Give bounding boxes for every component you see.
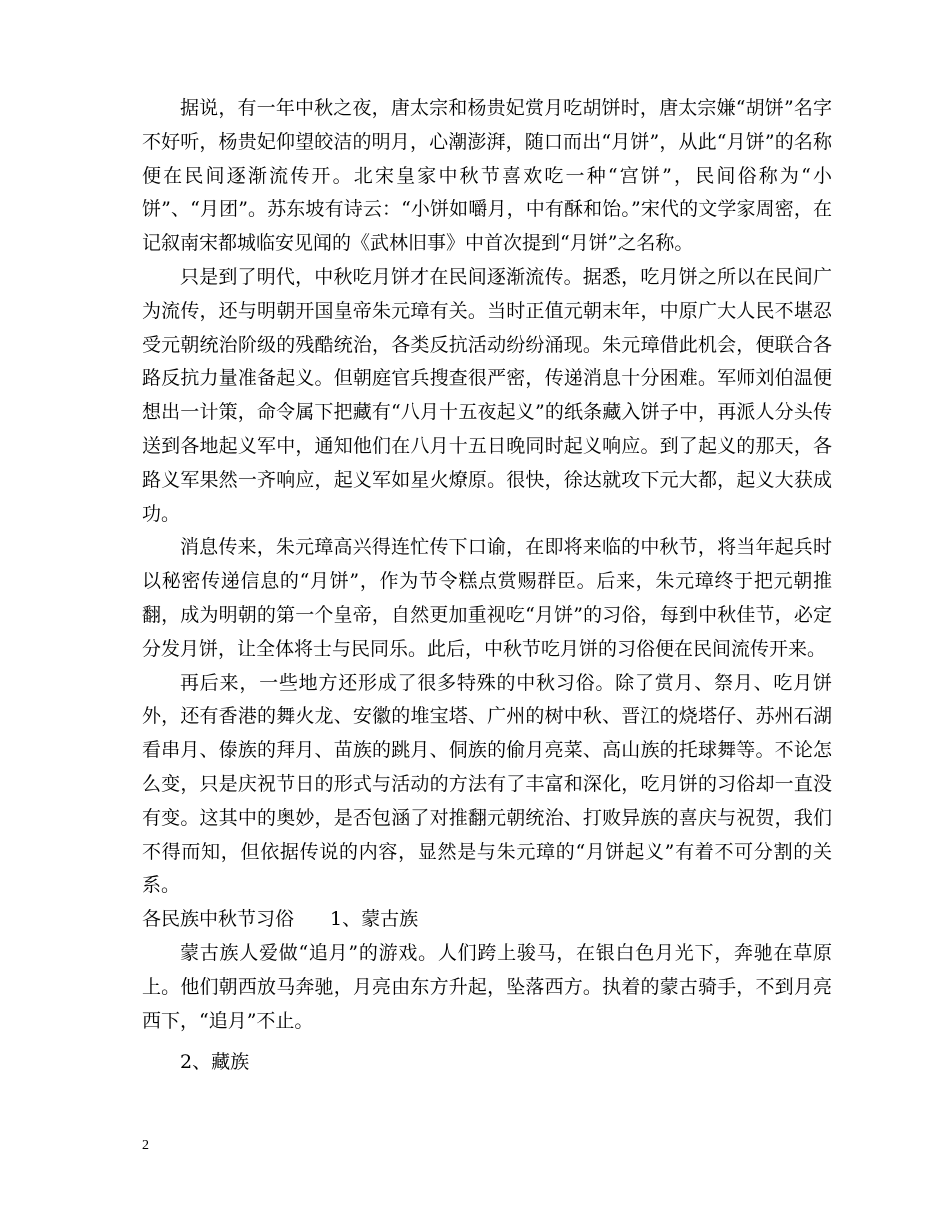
paragraph-ming-dynasty: 只是到了明代，中秋吃月饼才在民间逐渐流传。据悉，吃月饼之所以在民间广为流传，还与明朝开国皇帝朱元璋有关。当时正值元朝末年，中原广大人民不堪忍受元朝统治阶级的残酷统治，各类反抗活动纷纷涌现。朱元璋借此机会，便联合各路反抗力量准备起义。但朝庭官兵搜查很严密，传递消息十分困难。军师刘伯温便想出一计策，命令属下把藏有“八月十五夜起义”的纸条藏入饼子中，再派人分头传送到各地起义军中，通知他们在八月十五日晚同时起义响应。到了起义的那天，各路义军果然一齐响应，起义军如星火燎原。很快，徐达就攻下元大都，起义大获成功。	[142, 265, 832, 525]
paragraph-zhu-yuanzhang: 消息传来，朱元璋高兴得连忙传下口谕，在即将来临的中秋节，将当年起兵时以秘密传递信息的“月饼”，作为节令糕点赏赐群臣。后来，朱元璋终于把元朝推翻，成为明朝的第一个皇帝，自然更加重视吃“月饼”的习俗，每到中秋佳节，必定分发月饼，让全体将士与民同乐。此后，中秋节吃月饼的习俗便在民间流传开来。	[142, 536, 832, 660]
document-body	[142, 92, 832, 1080]
paragraph-origin-of-mooncake: 据说，有一年中秋之夜，唐太宗和杨贵妃赏月吃胡饼时，唐太宗嫌“胡饼”名字不好听，杨贵妃仰望皎洁的明月，心潮澎湃，随口而出“月饼”，从此“月饼”的名称便在民间逐渐流传开。北宋皇家中秋节喜欢吃一种“宫饼”，民间俗称为“小饼”、“月团”。苏东坡有诗云：“小饼如嚼月，中有酥和饴。”宋代的文学家周密，在记叙南宋都城临安见闻的《武林旧事》中首次提到“月饼”之名称。	[142, 97, 832, 255]
section-heading-line	[142, 903, 832, 937]
paragraph-special-customs: 再后来，一些地方还形成了很多特殊的中秋习俗。除了赏月、祭月、吃月饼外，还有香港的舞火龙、安徽的堆宝塔、广州的树中秋、晋江的烧塔仔、苏州石湖看串月、傣族的拜月、苗族的跳月、侗族的偷月亮菜、高山族的托球舞等。不论怎么变，只是庆祝节日的形式与活动的方法有了丰富和深化，吃月饼的习俗却一直没有变。这其中的奥妙，是否包涵了对推翻元朝统治、打败异族的喜庆与祝贺，我们不得而知，但依据传说的内容，显然是与朱元璋的“月饼起义”有着不可分割的关系。	[142, 671, 832, 897]
page-number: 2	[142, 1138, 149, 1153]
section-heading: 各民族中秋节习俗	[142, 908, 295, 931]
subheading-mongol: 1、蒙古族	[330, 908, 419, 931]
subheading-tibetan: 2、藏族	[180, 1051, 250, 1074]
paragraph-mongol: 蒙古族人爱做“追月”的游戏。人们跨上骏马，在银白色月光下，奔驰在草原上。他们朝西放马奔驰，月亮由东方升起，坠落西方。执着的蒙古骑手，不到月亮西下，“追月”不止。	[142, 941, 832, 1032]
